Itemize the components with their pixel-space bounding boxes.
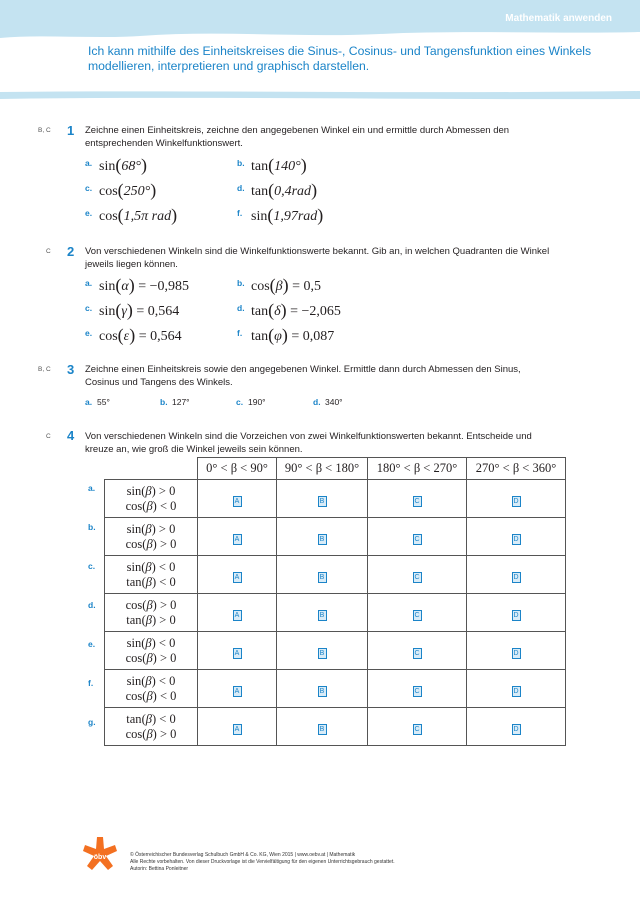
condition-fn: cos <box>125 498 143 513</box>
condition-close-paren: ) <box>152 498 157 513</box>
table-corner <box>105 458 198 480</box>
item-letter: a. <box>85 158 93 168</box>
footer-line-3: Autorin: Bettina Ponleitner <box>130 866 189 872</box>
condition-fn: sin <box>126 483 142 498</box>
formula-fn: cos <box>99 184 118 199</box>
formula-arg: γ <box>121 304 127 319</box>
condition-line <box>105 712 197 727</box>
condition-close-paren: ) <box>151 574 157 589</box>
formula-e <box>99 204 177 225</box>
answer-cell <box>277 518 368 556</box>
formula-open-paren: ( <box>115 155 122 175</box>
condition-line <box>105 484 197 499</box>
condition-fn: cos <box>125 650 143 665</box>
answer-cell <box>368 708 467 746</box>
item-letter: a. <box>85 278 93 288</box>
angle-value: 55° <box>97 397 110 407</box>
checkbox-b[interactable]: B <box>318 686 327 697</box>
answer-cell <box>368 670 467 708</box>
checkbox-c[interactable]: C <box>414 497 420 505</box>
formula-arg: 250° <box>123 184 151 199</box>
checkbox-c[interactable]: C <box>414 687 420 695</box>
row-letter: g. <box>88 717 96 727</box>
condition-open-paren: ( <box>142 536 147 551</box>
answer-cell <box>277 670 368 708</box>
formula-rest: = 0,564 <box>132 304 180 319</box>
formula-arg: φ <box>274 329 282 344</box>
angle-value: 340° <box>325 397 343 407</box>
formula-rest: = 0,5 <box>288 279 322 294</box>
condition-line <box>105 651 197 666</box>
formula-fn: cos <box>99 209 118 224</box>
task-4-number: 4 <box>67 428 75 443</box>
formula-c <box>99 299 179 320</box>
formula-rest: = 0,564 <box>135 329 182 344</box>
formula-arg: β <box>275 279 283 294</box>
formula-a <box>99 274 189 295</box>
item-letter: e. <box>85 208 93 218</box>
condition-arg: β <box>145 635 152 650</box>
condition-rest: > 0 <box>156 612 176 627</box>
answer-cell <box>198 556 277 594</box>
condition-close-paren: ) <box>152 597 157 612</box>
angle-value: 127° <box>172 397 190 407</box>
checkbox-c[interactable]: C <box>414 535 420 543</box>
task-2-text: Von verschiedenen Winkeln sind die Winkelfunktionswerte bekannt. Gib an, in welchen Quadranten die Winkel jeweils liegen können. <box>85 246 550 270</box>
formula-arg: 68° <box>121 159 141 174</box>
table-row <box>105 480 566 518</box>
formula-open-paren: ( <box>267 205 274 225</box>
task-2-number: 2 <box>67 244 75 259</box>
svg-text:öbv: öbv <box>93 854 107 861</box>
formula-a <box>99 154 147 175</box>
checkbox-c[interactable]: C <box>414 725 420 733</box>
condition-rest: < 0 <box>155 559 176 574</box>
condition-arg: β <box>145 559 152 574</box>
condition-rest: < 0 <box>155 673 176 688</box>
checkbox-a[interactable]: A <box>233 572 242 583</box>
condition-line <box>105 727 197 742</box>
formula-arg: 140° <box>274 159 301 174</box>
condition-cell <box>105 594 198 632</box>
condition-cell <box>105 670 198 708</box>
formula-arg: ε <box>123 329 130 344</box>
condition-arg: β <box>146 650 153 665</box>
condition-close-paren: ) <box>151 711 157 726</box>
answer-cell <box>368 518 467 556</box>
formula-open-paren: ( <box>268 300 275 320</box>
row-letter: e. <box>88 639 96 649</box>
formula-arg: 0,4rad <box>274 184 312 199</box>
answer-cell <box>198 708 277 746</box>
condition-line <box>105 598 197 613</box>
formula-close-paren: ) <box>129 325 136 345</box>
checkbox-b[interactable]: B <box>318 610 327 621</box>
row-letter: f. <box>88 678 94 688</box>
learning-goal: Ich kann mithilfe des Einheitskreises die Sinus-, Cosinus- und Tangensfunktion eines Winkels modellieren, interpretieren und graphisch darstellen. <box>88 44 592 73</box>
condition-rest: < 0 <box>156 498 177 513</box>
row-letter: b. <box>88 522 96 532</box>
formula-open-paren: ( <box>117 325 124 345</box>
item-letter: b. <box>237 278 245 288</box>
condition-rest: < 0 <box>155 635 176 650</box>
condition-open-paren: ( <box>141 635 146 650</box>
answer-cell <box>198 480 277 518</box>
condition-close-paren: ) <box>151 612 157 627</box>
condition-open-paren: ( <box>141 612 146 627</box>
condition-open-paren: ( <box>141 673 146 688</box>
condition-arg: β <box>146 498 153 513</box>
condition-close-paren: ) <box>151 559 156 574</box>
item-letter: d. <box>237 303 245 313</box>
table-row <box>105 594 566 632</box>
condition-rest: > 0 <box>155 521 176 536</box>
answer-cell <box>368 556 467 594</box>
answer-cell <box>467 480 566 518</box>
formula-open-paren: ( <box>117 180 124 200</box>
header-q3: 180° < β < 270° <box>368 458 467 480</box>
row-letter: d. <box>88 600 96 610</box>
condition-close-paren: ) <box>152 688 157 703</box>
condition-close-paren: ) <box>151 673 156 688</box>
angle-value: 190° <box>248 397 266 407</box>
formula-fn: tan <box>251 329 269 344</box>
checkbox-d[interactable]: D <box>513 725 519 733</box>
checkbox-c[interactable]: C <box>414 649 420 657</box>
checkbox-d[interactable]: D <box>513 497 519 505</box>
task-1-level: B, C <box>38 127 51 134</box>
condition-open-paren: ( <box>142 498 147 513</box>
formula-open-paren: ( <box>268 180 275 200</box>
condition-close-paren: ) <box>151 521 156 536</box>
formula-fn: tan <box>251 159 269 174</box>
checkbox-d[interactable]: D <box>513 649 519 657</box>
condition-line <box>105 689 197 704</box>
formula-close-paren: ) <box>317 205 324 225</box>
condition-arg: β <box>145 483 152 498</box>
answer-cell <box>277 632 368 670</box>
checkbox-d[interactable]: D <box>513 535 519 543</box>
condition-close-paren: ) <box>151 635 156 650</box>
checkbox-b[interactable]: B <box>318 648 327 659</box>
answer-cell <box>467 632 566 670</box>
formula-fn: tan <box>251 184 269 199</box>
condition-open-paren: ( <box>142 688 147 703</box>
row-letter: a. <box>88 483 96 493</box>
checkbox-a[interactable]: A <box>233 648 242 659</box>
condition-fn: sin <box>126 673 142 688</box>
condition-rest: > 0 <box>156 597 177 612</box>
checkbox-b[interactable]: B <box>318 496 327 507</box>
answer-cell <box>368 632 467 670</box>
formula-close-paren: ) <box>281 325 288 345</box>
condition-rest: > 0 <box>156 726 177 741</box>
item-letter: c. <box>85 183 93 193</box>
condition-open-paren: ( <box>142 650 147 665</box>
condition-open-paren: ( <box>141 711 146 726</box>
formula-open-paren: ( <box>268 155 275 175</box>
checkbox-a[interactable]: A <box>233 496 242 507</box>
footer-copyright <box>130 852 395 873</box>
condition-arg: β <box>145 711 152 726</box>
condition-rest: < 0 <box>156 574 176 589</box>
answer-cell <box>277 556 368 594</box>
formula-close-paren: ) <box>126 300 133 320</box>
header-q1: 0° < β < 90° <box>198 458 277 480</box>
condition-close-paren: ) <box>151 483 156 498</box>
condition-open-paren: ( <box>141 483 146 498</box>
condition-line <box>105 522 197 537</box>
condition-line <box>105 674 197 689</box>
formula-rest: = 0,087 <box>287 329 335 344</box>
header-q2: 90° < β < 180° <box>277 458 368 480</box>
answer-cell <box>467 708 566 746</box>
formula-fn: sin <box>99 279 116 294</box>
formula-b <box>251 274 321 295</box>
formula-close-paren: ) <box>150 180 157 200</box>
condition-fn: tan <box>126 574 142 589</box>
task-3-level: B, C <box>38 366 51 373</box>
item-letter: f. <box>237 208 243 218</box>
table-row <box>105 518 566 556</box>
formula-open-paren: ( <box>117 205 124 225</box>
table-row <box>105 632 566 670</box>
task-2-level: C <box>46 248 51 255</box>
checkbox-d[interactable]: D <box>513 611 519 619</box>
footer-line-2: Alle Rechte vorbehalten. Von dieser Druckvorlage ist die Vervielfältigung für den eigenen Unterrichtsgebrauch gestattet. <box>130 859 395 865</box>
task-3-text: Zeichne einen Einheitskreis sowie den angegebenen Winkel. Ermittle dann durch Abmessen den Sinus, Cosinus und Tangens des Winkels. <box>85 364 521 388</box>
answer-cell <box>467 556 566 594</box>
condition-rest: < 0 <box>156 711 176 726</box>
answer-cell <box>198 518 277 556</box>
checkbox-b[interactable]: B <box>318 572 327 583</box>
formula-arg: δ <box>274 304 281 319</box>
formula-close-paren: ) <box>140 155 147 175</box>
answer-cell <box>198 670 277 708</box>
condition-fn: sin <box>126 635 142 650</box>
formula-b <box>251 154 307 175</box>
header-q4: 270° < β < 360° <box>467 458 566 480</box>
answer-cell <box>277 708 368 746</box>
condition-fn: cos <box>125 597 143 612</box>
condition-line <box>105 575 197 590</box>
condition-line <box>105 537 197 552</box>
condition-arg: β <box>146 726 153 741</box>
condition-rest: < 0 <box>156 688 177 703</box>
formula-e <box>99 324 182 345</box>
condition-line <box>105 613 197 628</box>
condition-cell <box>105 708 198 746</box>
condition-cell <box>105 480 198 518</box>
condition-cell <box>105 632 198 670</box>
condition-open-paren: ( <box>142 597 147 612</box>
formula-close-paren: ) <box>311 180 318 200</box>
condition-line <box>105 560 197 575</box>
oebv-logo-icon <box>83 835 117 877</box>
item-letter: d. <box>313 397 321 407</box>
item-letter: b. <box>237 158 245 168</box>
condition-open-paren: ( <box>142 726 147 741</box>
formula-close-paren: ) <box>280 300 287 320</box>
checkbox-d[interactable]: D <box>513 687 519 695</box>
row-letter: c. <box>88 561 96 571</box>
answer-cell <box>277 480 368 518</box>
formula-open-paren: ( <box>115 275 122 295</box>
formula-close-paren: ) <box>171 205 178 225</box>
condition-arg: β <box>145 574 152 589</box>
condition-fn: sin <box>126 521 142 536</box>
formula-close-paren: ) <box>300 155 307 175</box>
condition-arg: β <box>145 521 152 536</box>
condition-open-paren: ( <box>141 559 146 574</box>
checkbox-b[interactable]: B <box>318 534 327 545</box>
item-letter: e. <box>85 328 93 338</box>
condition-arg: β <box>145 612 152 627</box>
checkbox-c[interactable]: C <box>414 611 420 619</box>
answer-cell <box>467 518 566 556</box>
item-letter: b. <box>160 397 168 407</box>
formula-fn: cos <box>251 279 270 294</box>
formula-fn: sin <box>251 209 268 224</box>
checkbox-b[interactable]: B <box>318 724 327 735</box>
condition-line <box>105 499 197 514</box>
footer-line-1: © Österreichischer Bundesverlag Schulbuch GmbH & Co. KG, Wien 2015 | www.oebv.at | Mathematik <box>130 852 356 858</box>
item-letter: f. <box>237 328 243 338</box>
condition-fn: tan <box>126 711 142 726</box>
condition-fn: cos <box>125 536 143 551</box>
formula-arg: 1,5π rad <box>123 209 172 224</box>
checkbox-d[interactable]: D <box>513 573 519 581</box>
formula-fn: sin <box>99 304 116 319</box>
condition-fn: cos <box>125 726 143 741</box>
quadrant-table <box>104 457 566 746</box>
item-letter: c. <box>236 397 244 407</box>
condition-close-paren: ) <box>152 726 157 741</box>
item-letter: d. <box>237 183 245 193</box>
formula-fn: cos <box>99 329 118 344</box>
condition-arg: β <box>146 536 153 551</box>
answer-cell <box>467 670 566 708</box>
condition-arg: β <box>146 688 153 703</box>
formula-rest: = −2,065 <box>286 304 341 319</box>
checkbox-a[interactable]: A <box>233 724 242 735</box>
condition-fn: tan <box>126 612 142 627</box>
table-row <box>105 670 566 708</box>
item-letter: a. <box>85 397 93 407</box>
table-row <box>105 556 566 594</box>
formula-f <box>251 204 323 225</box>
formula-open-paren: ( <box>269 275 276 295</box>
task-1-number: 1 <box>67 123 75 138</box>
condition-fn: sin <box>126 559 142 574</box>
condition-rest: > 0 <box>156 650 177 665</box>
answer-cell <box>368 594 467 632</box>
checkbox-c[interactable]: C <box>414 573 420 581</box>
task-4-text: Von verschiedenen Winkeln sind die Vorzeichen von zwei Winkelfunktionswerten bekannt. Entscheide und kreuze an, wie groß die Winkel jeweils sein können. <box>85 431 532 455</box>
condition-cell <box>105 556 198 594</box>
formula-c <box>99 179 156 200</box>
condition-line <box>105 636 197 651</box>
condition-fn: cos <box>125 688 143 703</box>
condition-arg: β <box>146 597 153 612</box>
formula-close-paren: ) <box>128 275 135 295</box>
answer-cell <box>198 632 277 670</box>
answer-cell <box>198 594 277 632</box>
item-letter: c. <box>85 303 93 313</box>
table-row <box>105 708 566 746</box>
answer-cell <box>467 594 566 632</box>
formula-open-paren: ( <box>115 300 122 320</box>
formula-open-paren: ( <box>268 325 275 345</box>
header-title: Mathematik anwenden <box>505 13 612 24</box>
formula-f <box>251 324 334 345</box>
task-4-level: C <box>46 433 51 440</box>
checkbox-a[interactable]: A <box>233 534 242 545</box>
condition-arg: β <box>145 673 152 688</box>
condition-open-paren: ( <box>141 521 146 536</box>
condition-rest: > 0 <box>156 536 177 551</box>
answer-cell <box>277 594 368 632</box>
task-1-text: Zeichne einen Einheitskreis, zeichne den angegebenen Winkel ein und ermittle durch Abmessen den entsprechenden Winkelfunktionswert. <box>85 125 510 149</box>
divider-band <box>0 90 640 100</box>
formula-rest: = −0,985 <box>134 279 189 294</box>
checkbox-a[interactable]: A <box>233 686 242 697</box>
formula-d <box>251 179 317 200</box>
condition-rest: > 0 <box>155 483 176 498</box>
condition-close-paren: ) <box>152 650 157 665</box>
formula-d <box>251 299 341 320</box>
formula-arg: α <box>121 279 129 294</box>
checkbox-a[interactable]: A <box>233 610 242 621</box>
condition-cell <box>105 518 198 556</box>
condition-close-paren: ) <box>152 536 157 551</box>
formula-fn: sin <box>99 159 116 174</box>
task-3-number: 3 <box>67 362 75 377</box>
condition-open-paren: ( <box>141 574 146 589</box>
formula-close-paren: ) <box>282 275 289 295</box>
formula-fn: tan <box>251 304 269 319</box>
formula-arg: 1,97rad <box>273 209 318 224</box>
answer-cell <box>368 480 467 518</box>
